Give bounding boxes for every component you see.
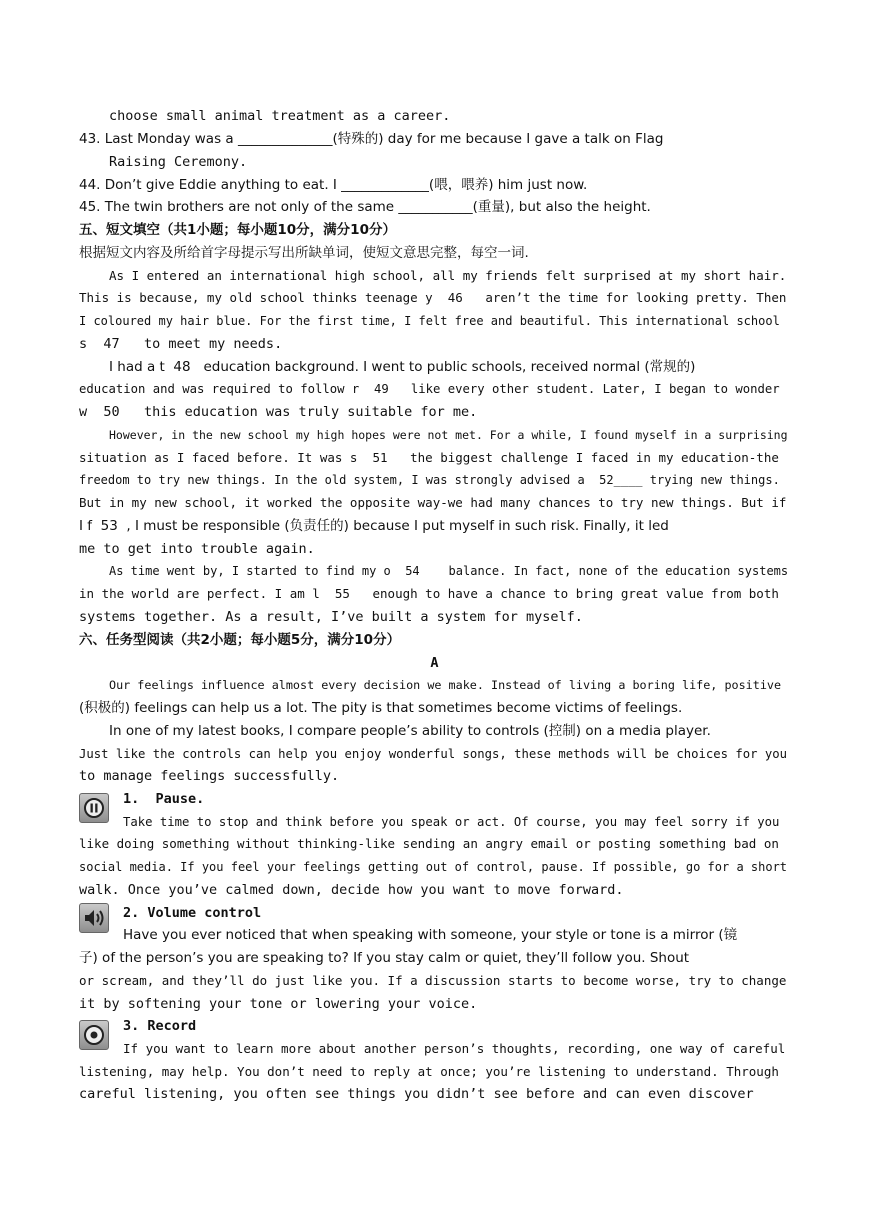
method-2-heading: 2. Volume control <box>123 905 262 921</box>
question-45: 45. The twin brothers are not only of the same ___________(重量), but also the height. <box>79 199 651 215</box>
text-line: Raising Ceremony. <box>109 154 248 170</box>
text-line: listening, may help. You don’t need to reply at once; you’re listening to understand. Through <box>79 1064 779 1079</box>
text-line: systems together. As a result, I’ve built a system for myself. <box>79 609 583 625</box>
record-icon <box>79 1020 109 1050</box>
text-line: Just like the controls can help you enjoy wonderful songs, these methods will be choices for you <box>79 747 788 761</box>
text-line: situation as I faced before. It was s 51 the biggest challenge I faced in my education-the <box>79 450 779 465</box>
question-44: 44. Don’t give Eddie anything to eat. I _____________(喂，喂养) him just now. <box>79 177 588 193</box>
text-line: Have you ever noticed that when speaking with someone, your style or tone is a mirror (镜 <box>123 927 738 943</box>
text-line: to manage feelings successfully. <box>79 768 340 784</box>
text-line: w 50 this education was truly suitable for me. <box>79 404 478 420</box>
text-line: 子) of the person’s you are speaking to? If you stay calm or quiet, they’ll follow you. Shout <box>79 950 690 966</box>
text-line: Take time to stop and think before you speak or act. Of course, you may feel sorry if you <box>123 815 780 829</box>
text-line: However, in the new school my high hopes were not met. For a while, I found myself in a surprising <box>109 428 788 442</box>
question-43: 43. Last Monday was a ______________(特殊的) day for me because I gave a talk on Flag <box>79 131 664 147</box>
text-line: me to get into trouble again. <box>79 541 315 557</box>
text-line: choose small animal treatment as a career. <box>109 108 451 124</box>
section-5-title: 五、短文填空（共1小题；每小题10分，满分10分） <box>79 222 396 238</box>
text-line: in the world are perfect. I am l 55 enough to have a chance to bring great value from both <box>79 586 779 601</box>
text-line: it by softening your tone or lowering your voice. <box>79 996 478 1012</box>
text-line: (积极的) feelings can help us a lot. The pity is that sometimes become victims of feelings. <box>79 700 683 716</box>
text-line: walk. Once you’ve calmed down, decide how you want to move forward. <box>79 882 624 898</box>
text-line: careful listening, you often see things you didn’t see before and can even discover <box>79 1086 754 1102</box>
method-3-heading: 3. Record <box>123 1018 197 1034</box>
text-line: I coloured my hair blue. For the first time, I felt free and beautiful. This international school <box>79 314 780 328</box>
text-line: or scream, and they’ll do just like you. If a discussion starts to become worse, try to change <box>79 973 787 988</box>
pause-icon <box>79 793 109 823</box>
text-line: I had a t 48 education background. I went to public schools, received normal (常规的) <box>109 359 696 375</box>
method-1-heading: 1. Pause. <box>123 791 205 807</box>
text-line: I f 53 , I must be responsible (负责任的) because I put myself in such risk. Finally, it led <box>79 518 669 534</box>
section-5-instructions: 根据短文内容及所给首字母提示写出所缺单词，使短文意思完整，每空一词. <box>79 245 529 261</box>
text-line: In one of my latest books, I compare people’s ability to controls (控制) on a media player. <box>109 723 711 739</box>
text-line: This is because, my old school thinks teenage y 46 aren’t the time for looking pretty. Then <box>79 290 787 305</box>
text-line: Our feelings influence almost every decision we make. Instead of living a boring life, positive <box>109 678 782 692</box>
passage-label: A <box>430 655 439 671</box>
text-line: As time went by, I started to find my o 54 balance. In fact, none of the education systems <box>109 564 789 578</box>
text-line: education and was required to follow r 49 like every other student. Later, I began to wonder <box>79 382 780 396</box>
text-line: freedom to try new things. In the old system, I was strongly advised a 52____ trying new things. <box>79 473 780 487</box>
text-line: social media. If you feel your feelings getting out of control, pause. If possible, go for a short <box>79 860 788 874</box>
section-6-title: 六、任务型阅读（共2小题；每小题5分，满分10分） <box>79 632 401 648</box>
text-line: As I entered an international high school, all my friends felt surprised at my short hair. <box>109 268 787 283</box>
text-line: But in my new school, it worked the opposite way-we had many chances to try new things. But if <box>79 495 787 510</box>
volume-icon <box>79 903 109 933</box>
text-line: like doing something without thinking-like sending an angry email or posting something bad on <box>79 836 779 851</box>
text-line: If you want to learn more about another person’s thoughts, recording, one way of careful <box>123 1041 786 1056</box>
text-line: s 47 to meet my needs. <box>79 336 283 352</box>
